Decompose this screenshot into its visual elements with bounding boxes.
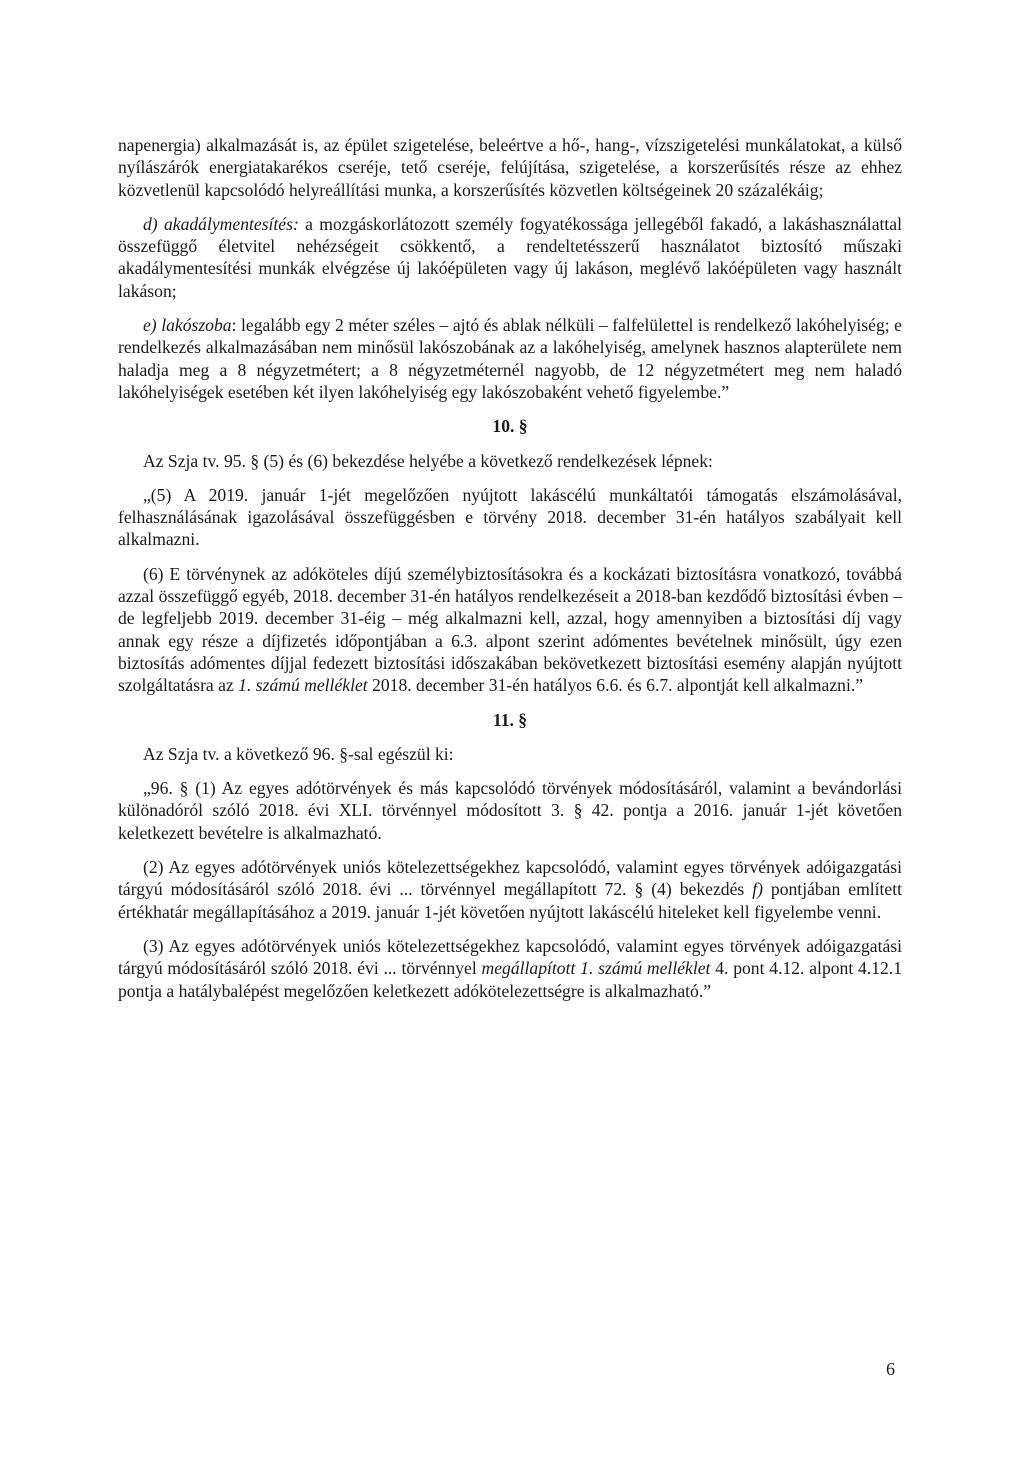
term-text: a mozgáskorlátozott személy fogyatékossága jellegéből fakadó, a lakáshasználattal összefüggő életvitel nehézségeit csökkentő, a rendeltetésszerű használatot biztosító műszaki akadálymentesítési munkák elvégzése új lakóépületen vagy új lakáson, meglévő lakóépületen vagy használt lakáson; [118, 213, 902, 301]
paragraph-continuation: napenergia) alkalmazását is, az épület szigetelése, beleértve a hő-, hang-, vízszigetelési munkálatokat, a külső nyílászárók energiatakarékos cseréje, tető cseréje, felújítása, szigetelése, a korszerűsítés része az ehhez közvetlenül kapcsolódó helyreállítási munka, a korszerűsítés közvetlen költségeinek 20 százalékáig; [118, 135, 902, 200]
paragraph-definition-d [118, 213, 902, 302]
term-label: d) akadálymentesítés: [143, 213, 299, 234]
paragraph-96-3 [118, 935, 902, 1002]
section-heading-11: 11. § [492, 709, 528, 730]
text-run: (6) E törvénynek az adóköteles díjú személybiztosításokra és a kockázati biztosításra vonatkozó, továbbá azzal összefüggő egyéb, 2018. december 31-én hatályos rendelkezéseit a 2018-ban kezdődő biztosítási évben – de legfeljebb 2019. december 31-éig – még alkalmazni kell, azzal, hogy amennyiben a biztosítási díj vagy annak egy része a díjfizetés időpontjában a 6.3. alpont szerint adómentes bevételnek minősült, úgy ezen biztosítás adómentes díjjal fedezett biztosítási időszakában bekövetkezett biztosítási esemény alapján nyújtott szolgáltatásra az [118, 563, 902, 696]
term-label: e) lakószoba [143, 315, 232, 336]
italic-run: f) [752, 879, 763, 900]
section-heading-10: 10. § [492, 416, 528, 437]
paragraph-addition-intro: Az Szja tv. a következő 96. §-sal egészül ki: [143, 743, 454, 764]
paragraph-6 [118, 563, 902, 697]
paragraph-amendment-intro: Az Szja tv. 95. § (5) és (6) bekezdése helyébe a következő rendelkezések lépnek: [143, 450, 713, 471]
text-run: (3) Az egyes adótörvények uniós kötelezettségekhez kapcsolódó, valamint egyes törvények adóigazgatási tárgyú módosításáról szóló 2018. évi ... törvénnyel [118, 935, 902, 979]
paragraph-5: „(5) A 2019. január 1-jét megelőzően nyújtott lakáscélú munkáltatói támogatás elszámolásával, felhasználásának igazolásával összefüggésben e törvény 2018. december 31-én hatályos szabályait kell alkalmazni. [118, 484, 902, 550]
term-text: : legalább egy 2 méter széles – ajtó és ablak nélküli – falfelülettel is rendelkező lakóhelyiség; e rendelkezés alkalmazásában nem minősül lakószobának az a lakóhelyiség, amelynek hasznos alapterülete nem haladja meg a 8 négyzetmétert; a 8 négyzetméternél nagyobb, de 12 négyzetmétert meg nem haladó lakóhelyiségek esetében két ilyen lakóhelyiség egy lakószobaként vehető figyelembe.” [118, 315, 902, 402]
italic-run: 1. számú melléklet [238, 675, 368, 696]
paragraph-96-1: „96. § (1) Az egyes adótörvények és más kapcsolódó törvények módosításáról, valamint a bevándorlási különadóról szóló 2018. évi XLI. törvénnyel módosított 3. § 42. pontja a 2016. január 1-jét követően keletkezett bevételre is alkalmazható. [118, 778, 902, 843]
paragraph-96-2 [118, 856, 902, 923]
document-body [118, 134, 902, 1014]
text-run: 4. pont 4.12. alpont 4.12.1 pontja a hatálybalépést megelőzően keletkezett adókötelezettségre is alkalmazható.” [118, 958, 902, 1001]
page-number: 6 [886, 1359, 895, 1379]
text-run: pontjában említett értékhatár megállapításához a 2019. január 1-jét követően nyújtott lakáscélú hiteleket kell figyelembe venni. [118, 879, 903, 922]
paragraph-definition-e [118, 314, 902, 403]
text-run: 2018. december 31-én hatályos 6.6. és 6.7. alpontját kell alkalmazni.” [367, 675, 864, 696]
italic-run: megállapított 1. számú melléklet [481, 958, 711, 979]
text-run: (2) Az egyes adótörvények uniós kötelezettségekhez kapcsolódó, valamint egyes törvények adóigazgatási tárgyú módosításáról szóló 2018. évi ... törvénnyel megállapított 72. § (4) bekezdés [118, 857, 902, 900]
